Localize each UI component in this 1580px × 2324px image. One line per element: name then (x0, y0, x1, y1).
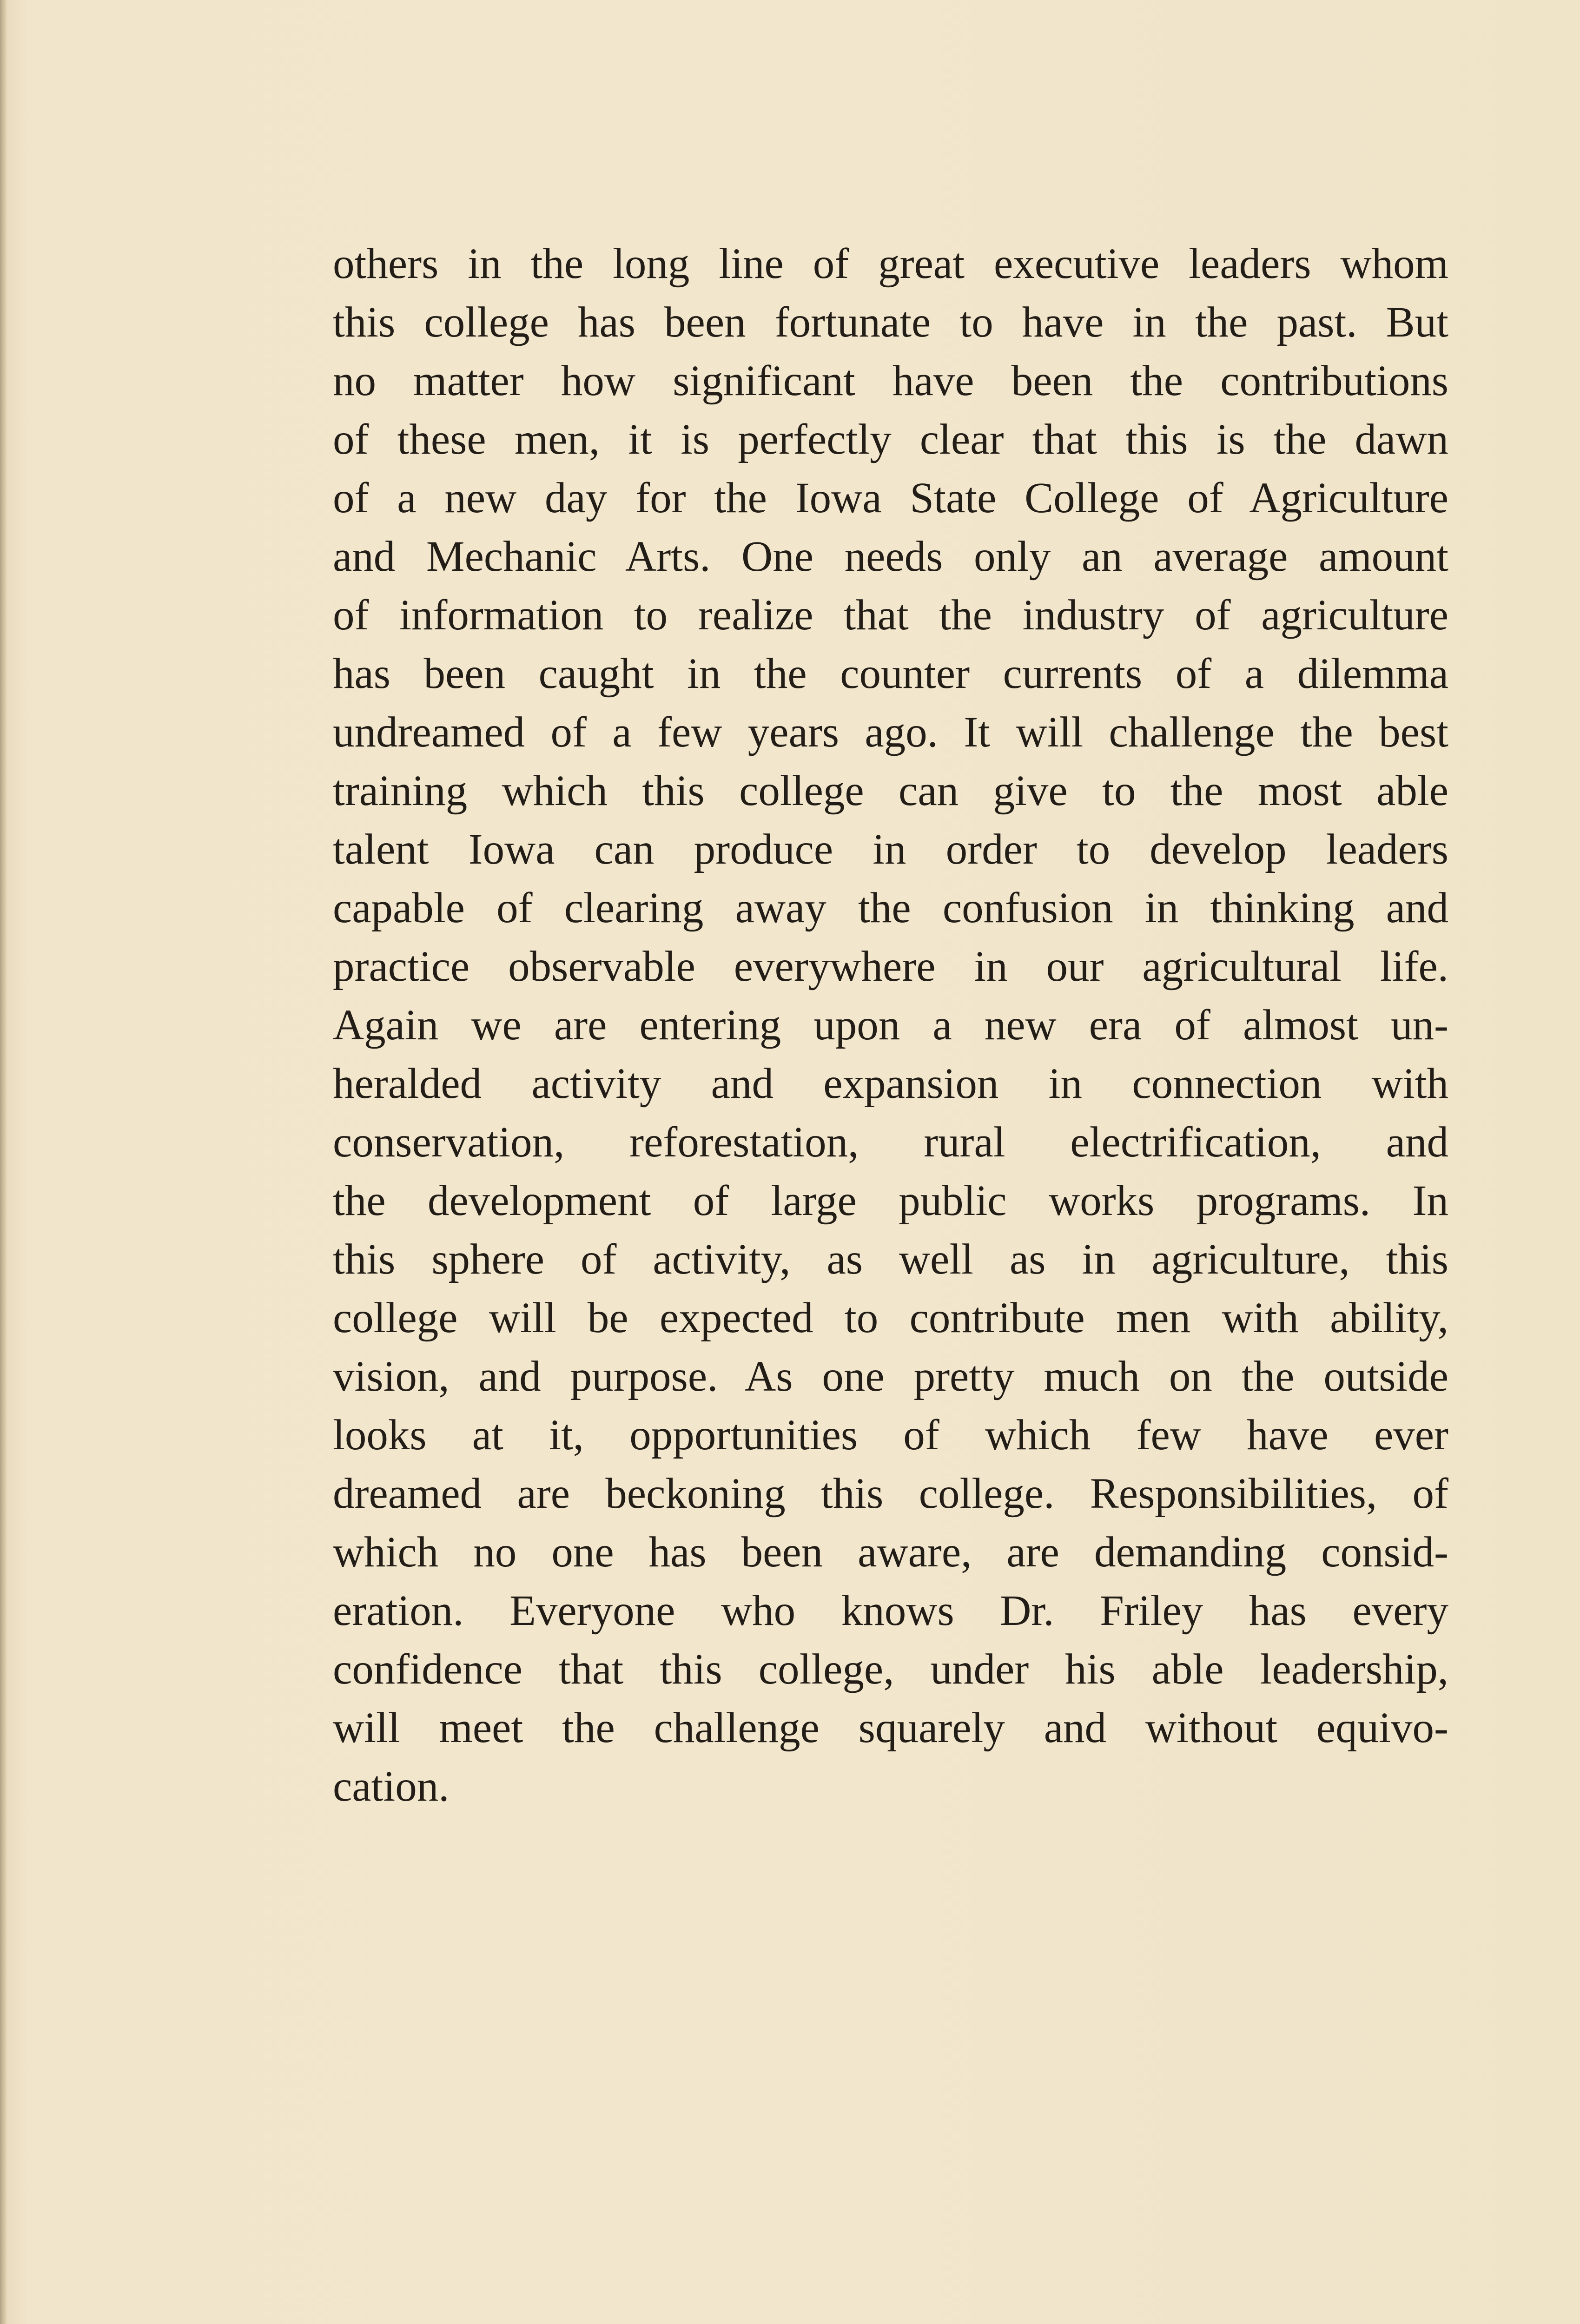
text-line: conservation, reforestation, rural electrification, and (333, 1118, 1448, 1166)
text-line: will meet the challenge squarely and without equivo- (333, 1704, 1448, 1752)
text-line: of information to realize that the industry of agriculture (333, 591, 1448, 639)
text-line: vision, and purpose. As one pretty much on the outside (333, 1353, 1448, 1400)
text-line: capable of clearing away the confusion in thinking and (333, 884, 1448, 932)
text-line: college will be expected to contribute men with ability, (333, 1294, 1448, 1342)
text-line: practice observable everywhere in our agricultural life. (333, 943, 1448, 990)
text-line: no matter how significant have been the contributions (333, 357, 1448, 405)
binding-edge (0, 0, 7, 2324)
text-line: others in the long line of great executive leaders whom (333, 240, 1448, 288)
text-line: undreamed of a few years ago. It will challenge the best (333, 708, 1448, 756)
text-line: of these men, it is perfectly clear that this is the dawn (333, 416, 1448, 463)
text-line: of a new day for the Iowa State College of Agriculture (333, 474, 1448, 522)
text-line: looks at it, opportunities of which few have ever (333, 1411, 1448, 1459)
text-line: this college has been fortunate to have in the past. But (333, 298, 1448, 346)
text-line: has been caught in the counter currents of a dilemma (333, 650, 1448, 698)
body-text (333, 235, 1448, 1816)
text-line: talent Iowa can produce in order to develop leaders (333, 825, 1448, 873)
text-line: confidence that this college, under his able leadership, (333, 1645, 1448, 1693)
text-line: cation. (333, 1763, 450, 1810)
text-line: which no one has been aware, are demanding consid- (333, 1528, 1448, 1576)
text-line: and Mechanic Arts. One needs only an average amount (333, 533, 1448, 581)
text-line: dreamed are beckoning this college. Responsibilities, of (333, 1470, 1448, 1518)
text-line: eration. Everyone who knows Dr. Friley has every (333, 1587, 1448, 1635)
text-line: training which this college can give to the most able (333, 767, 1448, 815)
text-line: this sphere of activity, as well as in agriculture, this (333, 1235, 1448, 1283)
text-line: heralded activity and expansion in connection with (333, 1060, 1448, 1108)
text-line: Again we are entering upon a new era of almost un- (333, 1001, 1448, 1049)
text-line: the development of large public works programs. In (333, 1177, 1448, 1225)
